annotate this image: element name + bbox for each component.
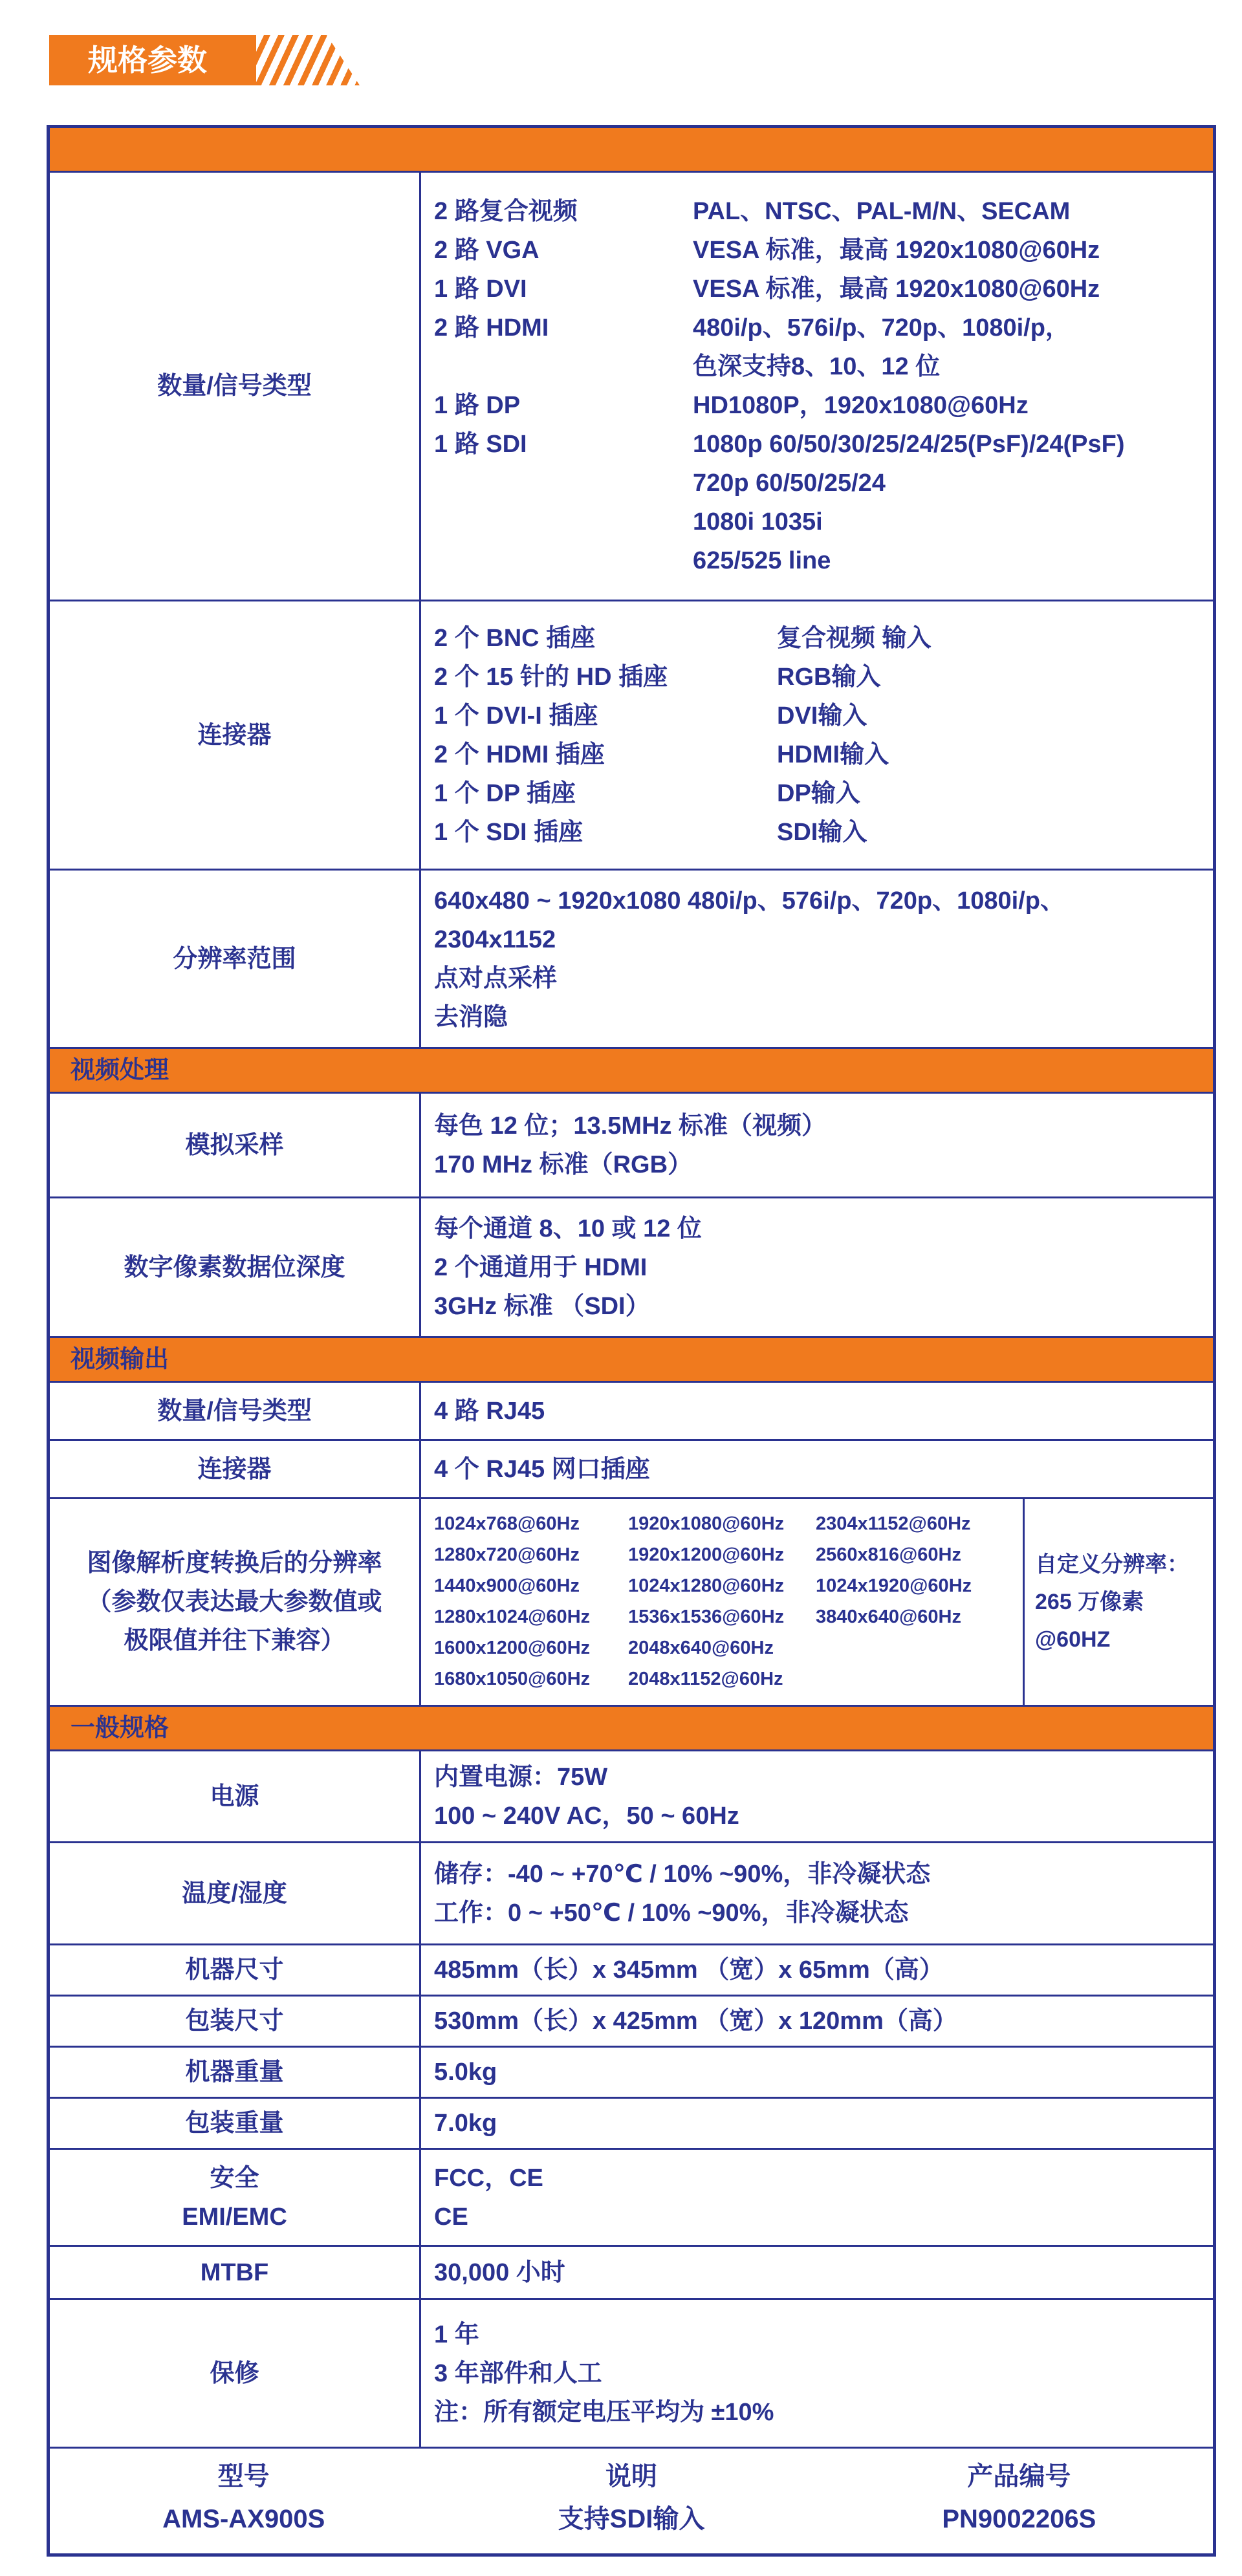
signal-item (434, 270, 1200, 308)
spec-table (47, 125, 1216, 2557)
signal-desc (693, 270, 1200, 308)
footer-header-pn: 产品编号 (967, 2462, 1071, 2491)
row-analog-sampling (49, 1093, 1215, 1198)
section-row-general (49, 1706, 1215, 1751)
resolution-grid-columns (434, 1508, 1010, 1694)
signal-desc-line: HD1080P，1920x1080@60Hz (693, 392, 1029, 419)
resolution-line: 点对点采样 (434, 964, 558, 992)
general-row (49, 2149, 1215, 2246)
row-label: 数量/信号类型 (49, 172, 420, 601)
row-output-connector (49, 1440, 1215, 1499)
row-output-resolutions (49, 1499, 1215, 1706)
signal-desc (693, 386, 1200, 425)
row-value (420, 1996, 1215, 2047)
row-label: 数量/信号类型 (49, 1382, 420, 1440)
value-line: 7.0kg (434, 2110, 497, 2137)
row-resolution-range (49, 870, 1215, 1048)
signal-desc (693, 192, 1200, 231)
row-label (49, 1996, 420, 2047)
resolution-item: 3840x640@60Hz (816, 1607, 962, 1627)
row-value (420, 1945, 1215, 1996)
digital-lines (420, 1198, 1215, 1337)
general-row (49, 1843, 1215, 1945)
signal-desc-line: VESA 标准，最高 1920x1080@60Hz (693, 237, 1100, 264)
row-label (49, 1945, 420, 1996)
general-rows (49, 1751, 1215, 2448)
connector-usage: 复合视频 输入 (777, 624, 932, 652)
resolution-line: 640x480 ~ 1920x1080 480i/p、576i/p、720p、1080i/p、 (434, 887, 1065, 915)
value-line: 储存：-40 ~ +70℃ / 10% ~90%，非冷凝状态 (434, 1860, 931, 1888)
connector-name: 1 个 SDI 插座 (434, 818, 583, 846)
resolution-item: 1680x1050@60Hz (434, 1669, 591, 1689)
connector-usage: DP输入 (777, 779, 860, 807)
value-line: 1 年 (434, 2321, 479, 2348)
signal-item (434, 308, 1200, 386)
row-value (420, 2047, 1215, 2098)
row-input-connector (49, 601, 1215, 870)
signal-desc-line: 480i/p、576i/p、720p、1080i/p， (693, 314, 1070, 341)
resolution-item: 1024x1280@60Hz (628, 1575, 785, 1596)
value-line: 内置电源：75W (434, 1763, 608, 1791)
digital-line: 每个通道 8、10 或 12 位 (434, 1215, 702, 1242)
footer-row (49, 2448, 1215, 2555)
row-label (49, 2299, 420, 2448)
connector-list (420, 601, 1215, 870)
section-row-input (49, 127, 1215, 172)
analog-line: 每色 12 位；13.5MHz 标准（视频） (434, 1112, 826, 1140)
signal-name: 2 路 VGA (434, 237, 539, 264)
row-label (49, 2098, 420, 2149)
signal-item (434, 192, 1200, 231)
connector-name: 2 个 HDMI 插座 (434, 741, 605, 768)
general-row (49, 1945, 1215, 1996)
row-label: 数字像素数据位深度 (49, 1198, 420, 1337)
row-value: 4 个 RJ45 网口插座 (420, 1440, 1215, 1499)
resolution-item: 2048x1152@60Hz (628, 1669, 783, 1689)
page-title: 规格参数 (49, 35, 256, 85)
general-row (49, 2299, 1215, 2448)
label-line: 电源 (210, 1782, 259, 1810)
signal-desc (693, 308, 1200, 386)
output-resolution-cell (420, 1499, 1215, 1706)
custom-line: 265 万像素@60HZ (1035, 1590, 1144, 1652)
row-value (420, 2149, 1215, 2246)
resolution-item: 2560x816@60Hz (816, 1544, 962, 1565)
resolution-item: 2304x1152@60Hz (816, 1513, 971, 1534)
label-line: 机器重量 (185, 2059, 284, 2086)
row-label: 连接器 (49, 601, 420, 870)
resolution-item: 1440x900@60Hz (434, 1575, 580, 1596)
label-line: 机器尺寸 (185, 1956, 284, 1984)
label-line: （参数仅表达最大参数值或 (87, 1588, 382, 1616)
row-digital-depth (49, 1198, 1215, 1337)
resolution-lines (420, 870, 1215, 1048)
row-label: 分辨率范围 (49, 870, 420, 1048)
section-tag (49, 35, 360, 85)
row-value (420, 2098, 1215, 2149)
signal-item (434, 231, 1200, 270)
footer-cell (49, 2448, 1215, 2555)
row-label (49, 2149, 420, 2246)
resolution-item: 1280x720@60Hz (434, 1544, 580, 1565)
resolution-item: 1024x768@60Hz (434, 1513, 580, 1534)
footer-desc: 支持SDI输入 (558, 2505, 705, 2533)
value-line: 工作：0 ~ +50℃ / 10% ~90%，非冷凝状态 (434, 1899, 909, 1927)
resolution-item: 1920x1200@60Hz (628, 1544, 785, 1565)
input-signal-list (420, 172, 1215, 601)
row-value: 4 路 RJ45 (420, 1382, 1215, 1440)
footer-header-model: 型号 (217, 2462, 270, 2491)
label-line: 图像解析度转换后的分辨率 (87, 1550, 382, 1577)
row-label (49, 2047, 420, 2098)
resolution-item: 1280x1024@60Hz (434, 1607, 591, 1627)
resolution-line: 2304x1152 (434, 925, 556, 953)
connector-usage: DVI输入 (777, 702, 867, 730)
value-line: FCC，CE (434, 2164, 543, 2192)
digital-line: 3GHz 标准 （SDI） (434, 1292, 650, 1320)
signal-desc (693, 231, 1200, 270)
general-row (49, 1996, 1215, 2047)
value-line: 3 年部件和人工 (434, 2359, 602, 2387)
row-input-count (49, 172, 1215, 601)
label-line: 极限值并往下兼容） (124, 1627, 345, 1654)
resolution-item: 1536x1536@60Hz (628, 1607, 785, 1627)
row-label: 模拟采样 (49, 1093, 420, 1198)
section-row-video-processing (49, 1048, 1215, 1093)
row-label (49, 1751, 420, 1843)
connector-item (434, 619, 1200, 658)
signal-item (434, 425, 1200, 580)
value-line: 485mm（长）x 345mm （宽）x 65mm（高） (434, 1956, 944, 1984)
signal-name: 1 路 DVI (434, 276, 527, 303)
value-line: 530mm（长）x 425mm （宽）x 120mm（高） (434, 2008, 957, 2035)
signal-desc-line: 1080p 60/50/30/25/24/25(PsF)/24(PsF) (693, 431, 1125, 458)
signal-name: 1 路 DP (434, 392, 521, 419)
signal-name: 2 路 HDMI (434, 314, 549, 341)
row-value (420, 1751, 1215, 1843)
general-row (49, 1751, 1215, 1843)
connector-name: 1 个 DVI-I 插座 (434, 702, 598, 730)
row-label (49, 1843, 420, 1945)
custom-resolution (1023, 1499, 1213, 1705)
signal-name: 1 路 SDI (434, 431, 527, 458)
connector-item (434, 697, 1200, 735)
label-line: EMI/EMC (182, 2203, 287, 2231)
row-label: 连接器 (49, 1440, 420, 1499)
value-line: 注：所有额定电压平均为 ±10% (434, 2398, 774, 2426)
row-label (49, 2246, 420, 2299)
connector-usage: HDMI输入 (777, 741, 889, 768)
section-title: 视频处理 (49, 1048, 1215, 1093)
section-row-video-output (49, 1337, 1215, 1382)
footer-pn: PN9002206S (942, 2505, 1096, 2533)
signal-desc-line: 625/525 line (693, 547, 831, 574)
general-row (49, 2047, 1215, 2098)
connector-name: 1 个 DP 插座 (434, 779, 576, 807)
connector-name: 2 个 BNC 插座 (434, 624, 596, 652)
label-line: 温度/湿度 (182, 1879, 287, 1907)
row-value (420, 2299, 1215, 2448)
row-output-count (49, 1382, 1215, 1440)
resolution-item: 1024x1920@60Hz (816, 1575, 972, 1596)
digital-line: 2 个通道用于 HDMI (434, 1253, 648, 1281)
row-value (420, 2246, 1215, 2299)
value-line: 30,000 小时 (434, 2258, 565, 2286)
label-line: 包装重量 (185, 2110, 284, 2137)
connector-item (434, 735, 1200, 774)
signal-item (434, 386, 1200, 425)
general-row (49, 2098, 1215, 2149)
row-value (420, 1843, 1215, 1945)
value-line: 5.0kg (434, 2059, 497, 2086)
connector-item (434, 774, 1200, 813)
analog-line: 170 MHz 标准（RGB） (434, 1151, 693, 1178)
section-title: 视频输出 (49, 1337, 1215, 1382)
label-line: 保修 (210, 2359, 259, 2387)
signal-desc-line: VESA 标准，最高 1920x1080@60Hz (693, 276, 1100, 303)
connector-item (434, 658, 1200, 697)
signal-name: 2 路复合视频 (434, 198, 578, 225)
signal-desc-line: 1080i 1035i (693, 508, 823, 536)
signal-desc-line: 色深支持8、10、12 位 (693, 353, 941, 380)
analog-lines (420, 1093, 1215, 1198)
label-line: 包装尺寸 (185, 2008, 284, 2035)
signal-desc (693, 425, 1200, 580)
row-label-multiline (49, 1499, 420, 1706)
resolution-line: 去消隐 (434, 1003, 508, 1031)
value-line: 100 ~ 240V AC，50 ~ 60Hz (434, 1802, 739, 1830)
tag-stripes (250, 35, 360, 85)
general-row (49, 2246, 1215, 2299)
custom-line: 自定义分辨率： (1035, 1552, 1189, 1577)
footer-header-desc: 说明 (605, 2462, 657, 2491)
label-line: MTBF (200, 2258, 269, 2286)
connector-name: 2 个 15 针的 HD 插座 (434, 663, 668, 691)
resolution-item (816, 1663, 1010, 1694)
section-title: 一般规格 (49, 1706, 1215, 1751)
resolution-item (816, 1632, 1010, 1663)
signal-desc-line: PAL、NTSC、PAL-M/N、SECAM (693, 198, 1071, 225)
footer-table (50, 2455, 1213, 2540)
resolution-grid (421, 1499, 1023, 1705)
resolution-item: 1920x1080@60Hz (628, 1513, 785, 1534)
footer-model: AMS-AX900S (162, 2505, 325, 2533)
resolution-item: 2048x640@60Hz (628, 1638, 774, 1658)
connector-usage: RGB输入 (777, 663, 881, 691)
signal-desc-line: 720p 60/50/25/24 (693, 470, 886, 497)
connector-usage: SDI输入 (777, 818, 867, 846)
label-line: 安全 (210, 2164, 259, 2192)
value-line: CE (434, 2203, 468, 2231)
resolution-item: 1600x1200@60Hz (434, 1638, 591, 1658)
connector-item (434, 813, 1200, 852)
